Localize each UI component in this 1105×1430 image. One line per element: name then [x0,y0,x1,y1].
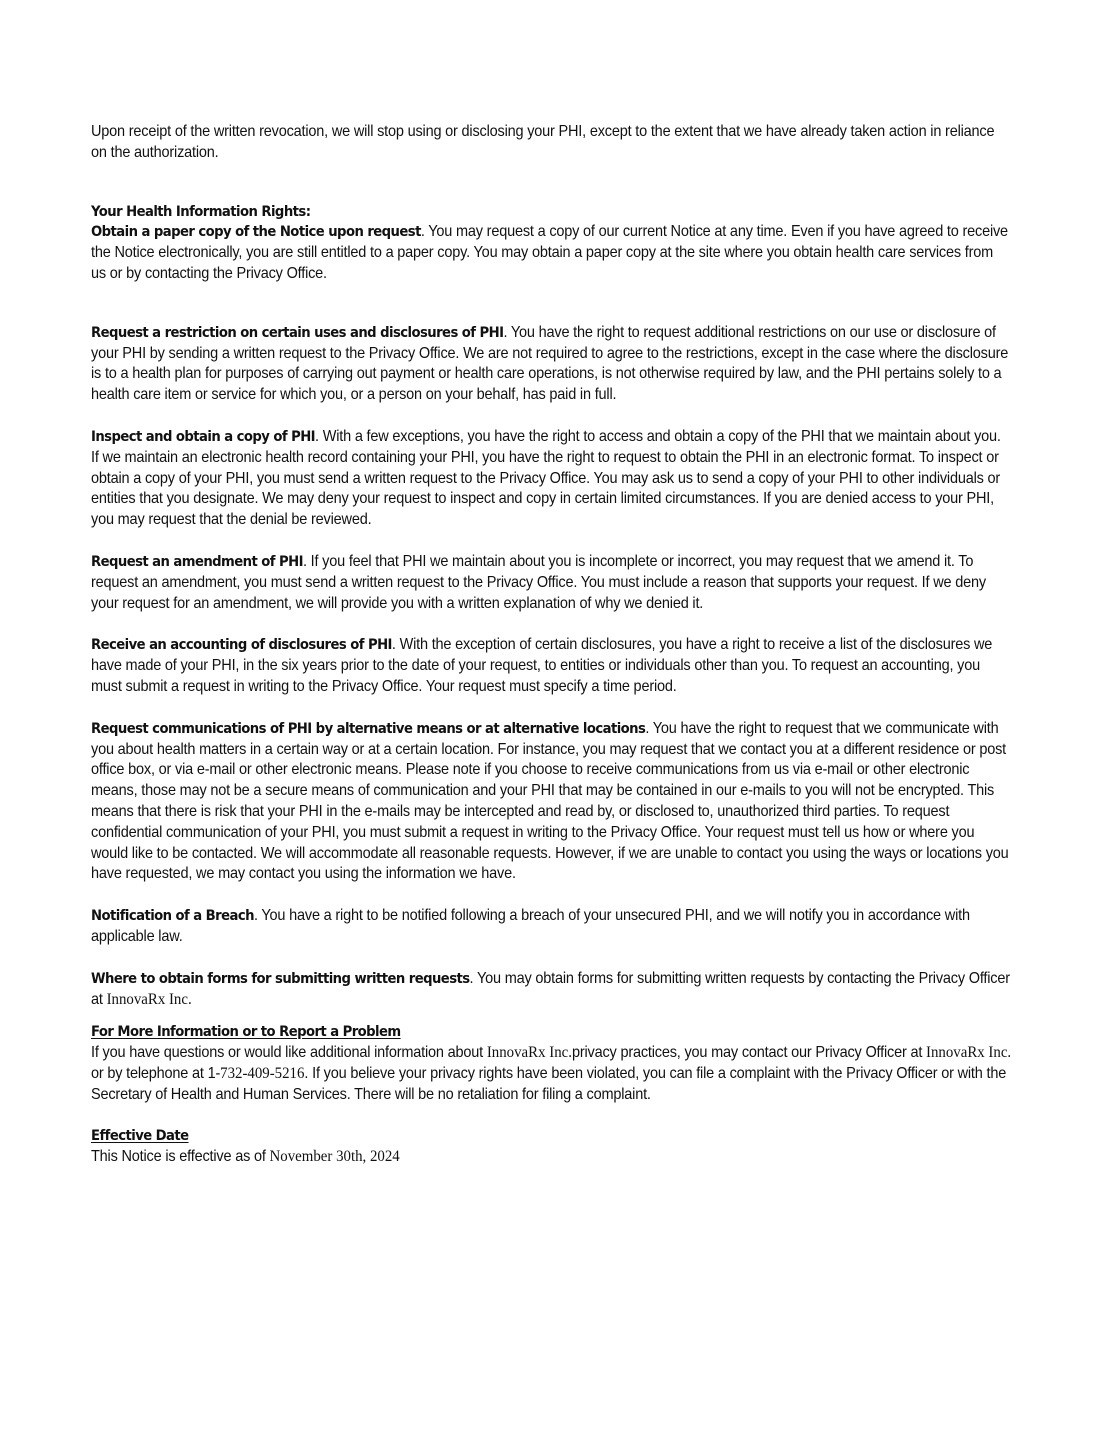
organization-name: InnovaRx Inc. [486,1044,572,1062]
effective-text: This Notice is effective as of [91,1148,270,1166]
phone-number: 732-409-5216 [220,1064,305,1082]
right-amendment [91,552,1012,614]
effective-month: November [269,1148,333,1166]
right-breach-notification [91,906,1012,948]
right-text: . With a few exceptions, you have the right to access and obtain a copy of the PHI that we maintain about you. If we maintain an electronic health record containing your PHI, you have the right to request to obtain the PHI in an electronic format. To inspect or obtain a copy of your PHI, you must send a written request to the Privacy Office. You may ask us to send a copy of your PHI to other individuals or entities that you designate. We may deny your request to inspect and copy in certain limited circumstances. If you are denied access to your PHI, you may request that the denial be reviewed. [91,427,1001,529]
forms-lead: Where to obtain forms for submitting written requests [91,970,470,987]
right-restriction [91,323,1012,406]
more-info-heading: For More Information or to Report a Problem [91,1024,401,1041]
right-lead: Obtain a paper copy of the Notice upon request [91,224,421,241]
effective-date-heading: Effective Date [91,1128,189,1145]
more-info-text: . If you believe your privacy rights have been violated, you can file a complaint with the Privacy Officer or with the Secretary of Health and Human Services. There will be no retaliation for filing a complaint. [91,1064,1007,1103]
organization-name: InnovaRx Inc. [926,1044,1012,1062]
rights-heading: Your Health Information Rights: [91,203,311,220]
right-lead: Notification of a Breach [91,908,254,925]
right-lead: Receive an accounting of disclosures of PHI [91,637,392,654]
right-inspect [91,427,1012,531]
forms-text: . You may obtain forms for submitting written requests by contacting the Privacy Officer at [91,969,1010,1008]
right-text: . If you feel that PHI we maintain about you is incomplete or incorrect, you may request that we amend it. To request an amendment, you must send a written request to the Privacy Office. You must include a reason that supports your request. If we deny your request for an amendment, we will provide you with a written explanation of why we denied it. [91,552,986,612]
effective-day-year: 30th, 2024 [332,1148,400,1166]
right-lead: Request communications of PHI by alternative means or at alternative locations [91,720,646,737]
intro-paragraph: Upon receipt of the written revocation, we will stop using or disclosing your PHI, except to the extent that we have already taken action in reliance on the authorization. [91,123,995,161]
right-lead: Request a restriction on certain uses and disclosures of PHI [91,324,504,341]
right-alternative-communications [91,719,1012,885]
right-paper-copy [91,222,1012,284]
right-text: . You have the right to request that we communicate with you about health matters in a certain way or at a certain location. For instance, you may request that we contact you at a different residence or post office box, or via e-mail or other electronic means. Please note if you choose to receive communications from us via e-mail or other electronic means, those may not be a secure means of communication and your PHI that may be contained in our e-mails to you will not be encrypted. This means that there is risk that your PHI in the e-mails may be intercepted and read by, or disclosed to, unauthorized third parties. To request confidential communication of your PHI, you must submit a request in writing to the Privacy Office. Your request must tell us how or where you would like to be contacted. We will accommodate all reasonable requests. However, if we are unable to contact you using the ways or locations you have requested, we may contact you using the information we have. [91,719,1009,883]
right-text: . With the exception of certain disclosures, you have a right to receive a list of the disclosures we have made of your PHI, in the six years prior to the date of your request, to entities or individuals other than you. To request an accounting, you must submit a request in writing to the Privacy Office. Your request must specify a time period. [91,636,993,695]
more-info-paragraph [91,1043,1012,1105]
right-text: . You have the right to request additional restrictions on our use or disclosure of your PHI by sending a written request to the Privacy Office. We are not required to agree to the restrictions, except in the case where the disclosure is to a health plan for purposes of carrying out payment or health care operations, is not otherwise required by law, and the PHI pertains solely to a health care item or service for which you, or a person on your behalf, has paid in full. [91,323,1009,404]
right-lead: Request an amendment of PHI [91,553,303,570]
organization-name: InnovaRx Inc. [106,990,192,1008]
right-text: . You may request a copy of our current Notice at any time. Even if you have agreed to receive the Notice electronically, you are still entitled to a paper copy. You may obtain a paper copy at the site where you obtain health care services from us or by contacting the Privacy Office. [91,223,1008,282]
notice-page [91,122,1013,1168]
right-lead: Inspect and obtain a copy of PHI [91,428,316,445]
effective-date-paragraph [91,1147,1012,1168]
more-info-text: privacy practices, you may contact our Privacy Officer at [571,1044,927,1062]
right-accounting [91,635,1012,697]
more-info-text: or by telephone at 1- [91,1064,221,1082]
more-info-text: If you have questions or would like additional information about [91,1044,487,1062]
right-text: . You have a right to be notified following a breach of your unsecured PHI, and we will notify you in accordance with applicable law. [91,907,970,945]
forms-paragraph [91,969,1012,1011]
